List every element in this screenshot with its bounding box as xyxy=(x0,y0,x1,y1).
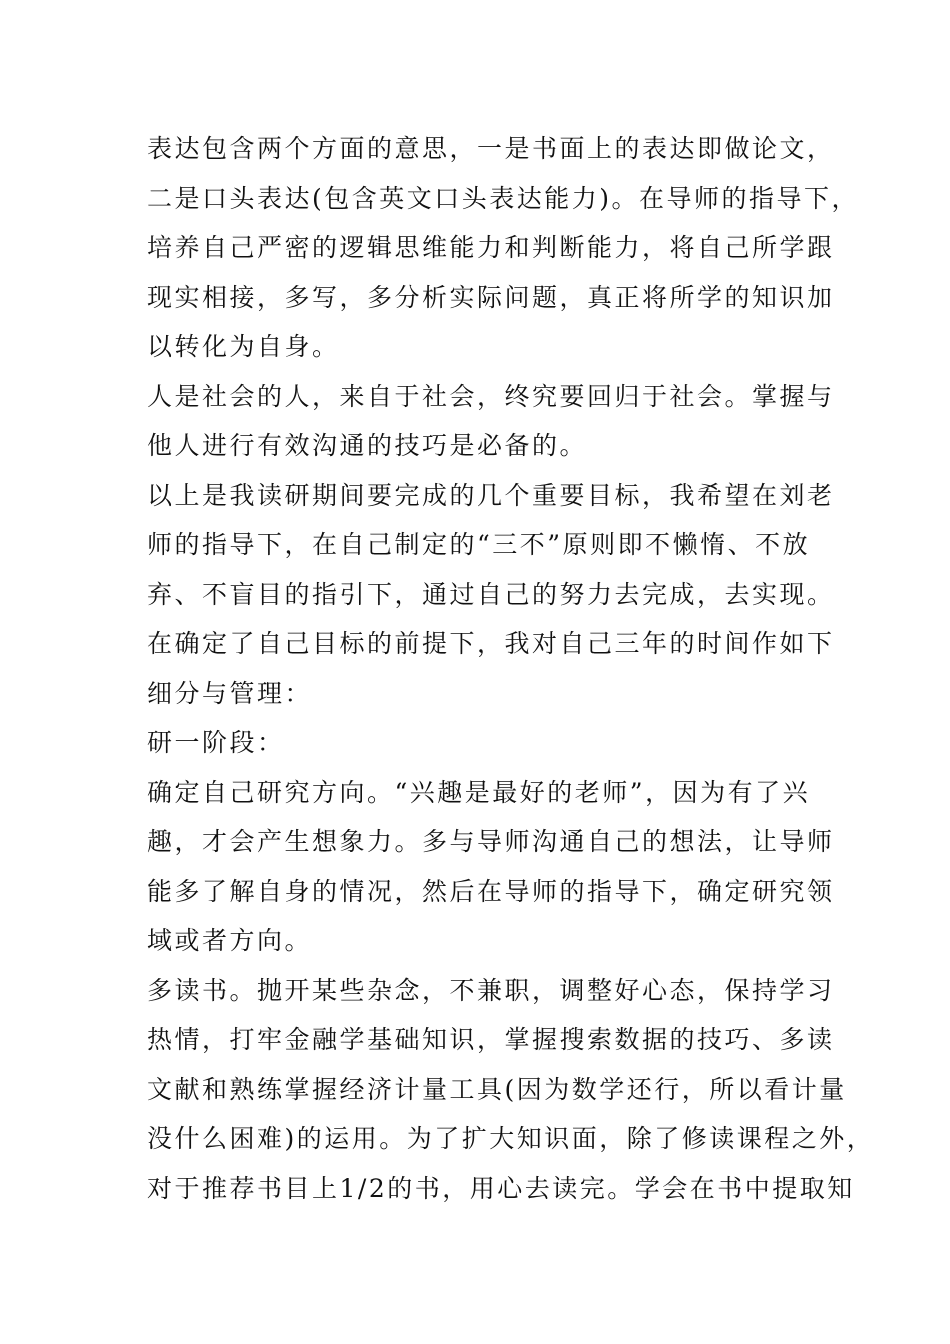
text-line: 在确定了自己目标的前提下，我对自己三年的时间作如下 xyxy=(147,629,835,658)
text-line: 研一阶段： xyxy=(147,728,285,757)
text-line: 弃、不盲目的指引下，通过自己的努力去完成，去实现。 xyxy=(147,579,835,609)
text-line: 多读书。抛开某些杂念，不兼职，调整好心态，保持学习 xyxy=(147,975,835,1005)
text-line: 确定自己研究方向。“兴趣是最好的老师”，因为有了兴 xyxy=(147,777,811,807)
body-text xyxy=(147,124,875,1213)
text-line: 他人进行有效沟通的技巧是必备的。 xyxy=(147,431,588,460)
text-line: 现实相接，多写，多分析实际问题，真正将所学的知识加 xyxy=(147,282,835,312)
text-line: 能多了解自身的情况，然后在导师的指导下，确定研究领 xyxy=(147,876,835,906)
text-line: 表达包含两个方面的意思，一是书面上的表达即做论文， xyxy=(147,134,835,163)
text-line: 二是口头表达(包含英文口头表达能力)。在导师的指导下， xyxy=(147,183,860,213)
text-line: 以上是我读研期间要完成的几个重要目标，我希望在刘老 xyxy=(147,480,835,510)
text-line: 培养自己严密的逻辑思维能力和判断能力，将自己所学跟 xyxy=(147,233,835,262)
text-line: 趣，才会产生想象力。多与导师沟通自己的想法，让导师 xyxy=(147,827,835,856)
text-line: 人是社会的人，来自于社会，终究要回归于社会。掌握与 xyxy=(147,381,835,411)
text-line: 热情，打牢金融学基础知识，掌握搜索数据的技巧、多读 xyxy=(147,1025,835,1054)
text-line: 师的指导下，在自己制定的“三不”原则即不懒惰、不放 xyxy=(147,530,811,559)
text-line: 域或者方向。 xyxy=(147,926,313,955)
text-line: 细分与管理： xyxy=(147,678,313,708)
text-line: 文献和熟练掌握经济计量工具(因为数学还行，所以看计量 xyxy=(147,1074,847,1104)
text-line: 以转化为自身。 xyxy=(147,332,340,361)
text-line: 对于推荐书目上1/2的书，用心去读完。学会在书中提取知 xyxy=(147,1173,855,1203)
text-line: 没什么困难)的运用。为了扩大知识面，除了修读课程之外， xyxy=(147,1124,875,1153)
